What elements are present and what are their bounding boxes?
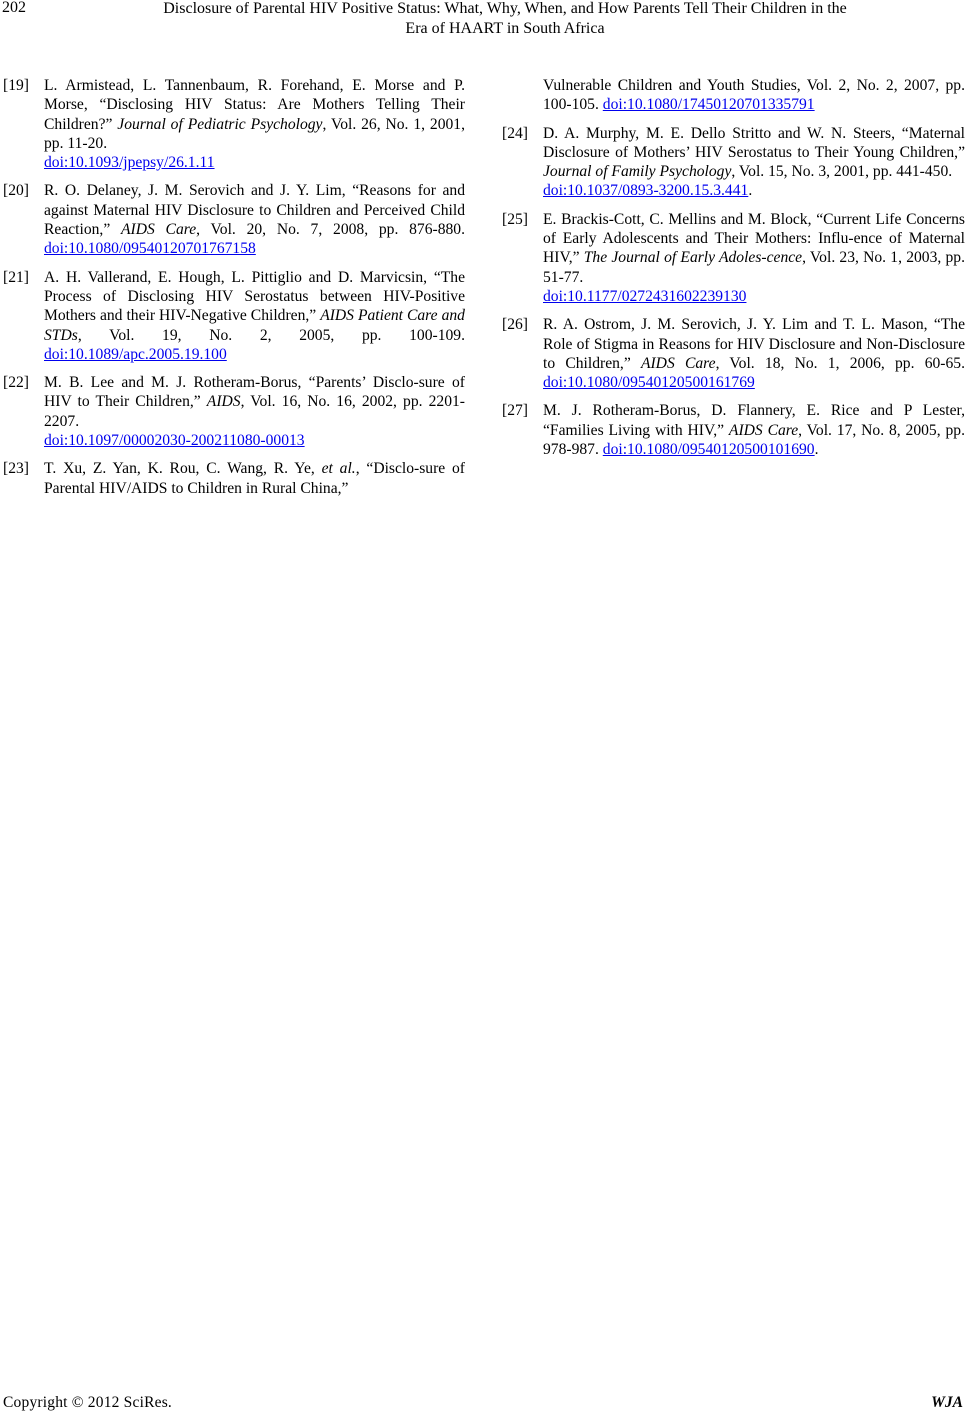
reference-text: R. A. Ostrom, J. M. Serovich, J. Y. Lim and T. L. Mason, “The Role of Stigma in Reasons for HIV Disclosure and Non-Disclosure to Children,” xyxy=(543,316,965,372)
reference-details: , Vol. 23, No. 1, 2003, pp. 51-77. xyxy=(543,249,965,286)
reference-text: D. A. Murphy, M. E. Dello Stritto and W. N. Steers, “Maternal Disclosure of Mothers’ HIV Serostatus to Their Young Children,” xyxy=(543,124,965,161)
reference-journal: Journal of Family Psychology xyxy=(543,163,732,181)
page-footer xyxy=(3,1394,963,1414)
running-title xyxy=(70,0,940,39)
reference-trailing-punctuation: . xyxy=(748,182,753,200)
reference-details: , Vol. 16, No. 16, 2002, pp. 2201-2207. xyxy=(44,393,465,430)
reference-entry xyxy=(3,268,465,364)
reference-journal: et al. xyxy=(321,460,356,478)
reference-journal: The Journal of Early Adoles-cence xyxy=(583,249,803,267)
reference-text: L. Armistead, L. Tannenbaum, R. Forehand, E. Morse and P. Morse, “Disclosing HIV Status: Are Mothers Telling Their Children?” xyxy=(44,77,465,133)
reference-text: R. O. Delaney, J. M. Serovich and J. Y. Lim, “Reasons for and against Maternal HIV Disclosure to Children and Perceived Child Reaction,” xyxy=(44,182,465,239)
reference-text: Vulnerable Children and Youth Studies, Vol. 2, No. 2, 2007, pp. 100-105. xyxy=(543,77,965,114)
running-title-line-2: Era of HAART in South Africa xyxy=(405,20,605,37)
reference-entry xyxy=(3,373,465,450)
doi-link[interactable]: doi:10.1097/00002030-200211080-00013 xyxy=(44,432,305,450)
reference-number: [20] xyxy=(3,182,29,200)
reference-journal: AIDS xyxy=(206,393,241,411)
reference-number: [26] xyxy=(502,316,528,334)
doi-link[interactable]: doi:10.1177/0272431602239130 xyxy=(543,287,747,305)
reference-number: [22] xyxy=(3,374,29,392)
page-number: 202 xyxy=(2,0,26,16)
doi-link[interactable]: doi:10.1080/17450120701335791 xyxy=(602,96,815,114)
running-title-line-1: Disclosure of Parental HIV Positive Status: What, Why, When, and How Parents Tell Their Children in the xyxy=(163,0,847,17)
doi-link[interactable]: doi:10.1089/apc.2005.19.100 xyxy=(44,345,227,363)
reference-text: M. B. Lee and M. J. Rotheram-Borus, “Parents’ Disclo-sure of HIV to Their Children,” xyxy=(44,374,465,411)
reference-entry xyxy=(502,210,965,306)
references-left-column xyxy=(3,76,465,507)
reference-details: , Vol. 20, No. 7, 2008, pp. 876-880. xyxy=(196,221,465,239)
reference-journal: AIDS Care xyxy=(728,421,799,439)
reference-entry xyxy=(502,124,965,201)
reference-number: [25] xyxy=(502,210,528,228)
reference-trailing-punctuation: . xyxy=(814,441,819,459)
reference-text: M. J. Rotheram-Borus, D. Flannery, E. Rice and P Lester, “Families Living with HIV,” xyxy=(543,402,965,439)
reference-number: [27] xyxy=(502,402,528,420)
reference-details: , “Disclo-sure of Parental HIV/AIDS to Children in Rural China,” xyxy=(44,460,466,497)
reference-number: [21] xyxy=(3,268,29,286)
reference-text: E. Brackis-Cott, C. Mellins and M. Block, “Current Life Concerns of Early Adolescents and Their Mothers: Influ-ence of Maternal HIV,” xyxy=(543,210,965,267)
reference-details: , Vol. 19, No. 2, 2005, pp. 100-109. xyxy=(77,326,465,344)
reference-entry xyxy=(502,315,965,392)
reference-entry xyxy=(3,459,465,498)
journal-abbreviation: WJA xyxy=(931,1394,963,1411)
reference-journal: AIDS Care xyxy=(121,221,197,239)
reference-entry xyxy=(502,76,965,115)
reference-details: , Vol. 26, No. 1, 2001, pp. 11-20. xyxy=(44,115,465,152)
doi-link[interactable]: doi:10.1080/09540120701767158 xyxy=(44,240,256,258)
doi-link[interactable]: doi:10.1093/jpepsy/26.1.11 xyxy=(44,154,215,172)
reference-entry xyxy=(3,181,465,258)
reference-details: , Vol. 17, No. 8, 2005, pp. 978-987. xyxy=(543,421,965,459)
doi-link[interactable]: doi:10.1037/0893-3200.15.3.441 xyxy=(543,182,749,200)
reference-text: A. H. Vallerand, E. Hough, L. Pittiglio and D. Marvicsin, “The Process of Disclosing HIV Serostatus between HIV-Positive Mothers and their HIV-Negative Children,” xyxy=(44,268,465,325)
reference-details: , Vol. 15, No. 3, 2001, pp. 441-450. xyxy=(731,163,953,181)
reference-number: [23] xyxy=(3,460,29,478)
reference-journal: AIDS Care xyxy=(640,354,716,372)
doi-link[interactable]: doi:10.1080/09540120500161769 xyxy=(543,374,755,392)
doi-link[interactable]: doi:10.1080/09540120500101690 xyxy=(602,441,815,459)
reference-journal: AIDS Patient Care and STDs xyxy=(44,307,465,344)
reference-entry xyxy=(3,76,465,172)
reference-number: [24] xyxy=(502,124,528,142)
reference-details: , Vol. 18, No. 1, 2006, pp. 60-65. xyxy=(715,354,965,372)
page-header xyxy=(0,0,966,44)
copyright-notice: Copyright © 2012 SciRes. xyxy=(3,1394,172,1411)
reference-number: [19] xyxy=(3,77,29,94)
reference-text: T. Xu, Z. Yan, K. Rou, C. Wang, R. Ye, xyxy=(44,460,322,478)
reference-journal: Journal of Pediatric Psychology xyxy=(117,115,323,133)
references-right-column xyxy=(502,76,965,468)
reference-entry xyxy=(502,401,965,459)
